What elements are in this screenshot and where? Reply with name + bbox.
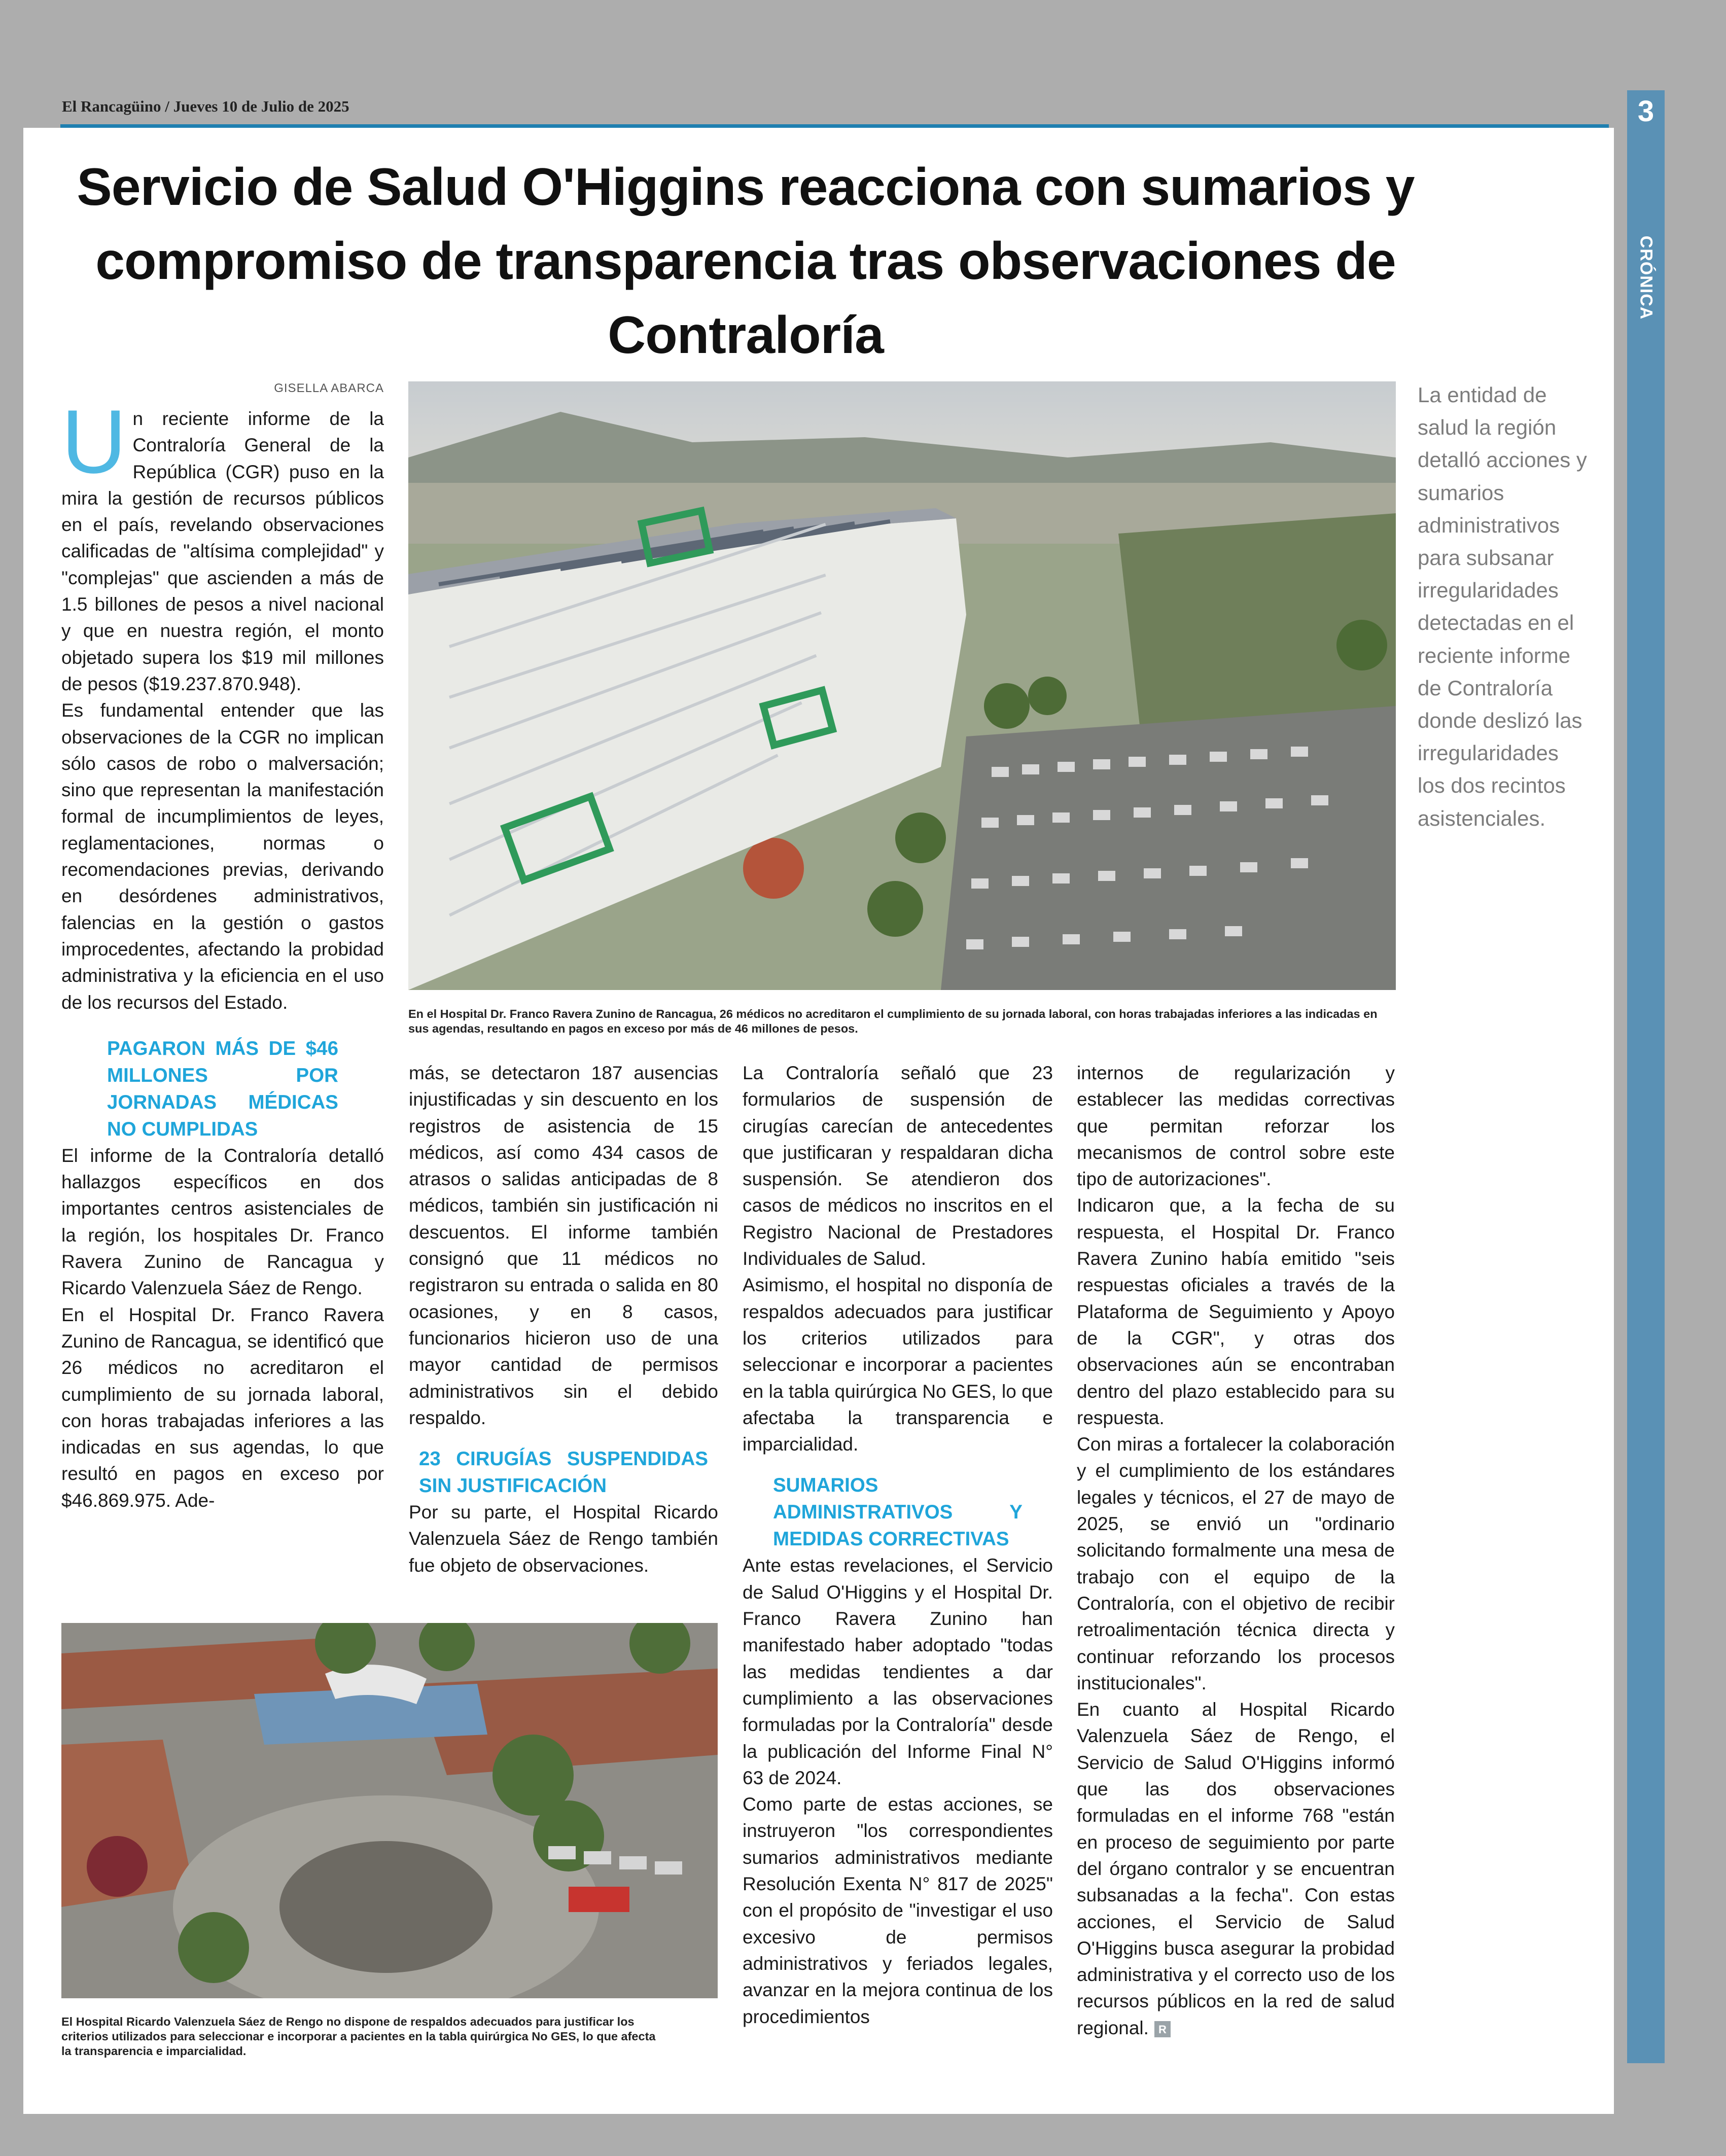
column-3 [743,1060,1053,2030]
section-label: CRÓNICA [1636,235,1656,320]
byline: GISELLA ABARCA [274,381,384,395]
subhead-cirugias: 23 CIRUGÍAS SUSPENDIDAS SIN JUSTIFICACIÓN [419,1448,708,1497]
end-mark-icon [1154,2021,1171,2038]
article-paragraph: En cuanto al Hospital Ricardo Valenzuela Sáez de Rengo, el Servicio de Salud O'Higgins informó que las dos observaciones formuladas en el informe 768 "están en proceso de seguimiento por parte del órgano contralor y se encuentran subsanadas a la fecha". Con estas acciones, el Servicio de Salud O'Higgins busca asegurar la probidad administrativa y el correcto uso de los recursos públicos en la red de salud regional. R [1077,1699,1395,2038]
subhead-jornadas: PAGARON MÁS DE $46 MILLONES POR JORNADAS MÉDICAS NO CUMPLIDAS [107,1037,338,1140]
article-paragraph: El informe de la Contraloría detalló hallazgos específicos en dos importantes centros asistenciales de la región, los hospitales Dr. Franco Ravera Zunino de Rancagua y Ricardo Valenzuela Sáez de Rengo. [61,1145,384,1299]
dropcap: U [61,391,127,492]
newspaper-header: El Rancagüino / Jueves 10 de Julio de 2025 [62,97,349,115]
column-1 [61,391,384,1514]
article-headline: Servicio de Salud O'Higgins reacciona con sumarios y compromiso de transparencia tras observaciones de Contraloría [77,158,1415,365]
article-paragraph: Por su parte, el Hospital Ricardo Valenzuela Sáez de Rengo también fue objeto de observaciones. [409,1502,718,1576]
hospital-rancagua-photo [408,381,1396,990]
article-paragraph: Asimismo, el hospital no disponía de respaldos adecuados para justificar los criterios utilizados para seleccionar e incorporar a pacientes en la tabla quirúrgica No GES, lo que afectaba la transparencia e imparcialidad. [743,1275,1053,1455]
article-paragraph: La Contraloría señaló que 23 formularios de suspensión de cirugías carecían de antecedentes que justificaran y respaldaran dicha suspensión. Se atendieron dos casos de médicos no inscritos en el Registro Nacional de Prestadores Individuales de Salud. [743,1063,1053,1269]
photo-caption-1: En el Hospital Dr. Franco Ravera Zunino de Rancagua, 26 médicos no acreditaron el cumplimiento de su jornada laboral, con horas trabajadas inferiores a las indicadas en sus agendas, resultando en pagos en exceso por más de 46 millones de pesos. [408,1007,1378,1035]
column-4 [1077,1060,1395,2041]
column-2 [409,1060,718,1579]
article-paragraph: más, se detectaron 187 ausencias injustificadas y sin descuento en los registros de asistencia de 15 médicos, así como 434 casos de atrasos o salidas anticipadas de 8 médicos, también sin justificación ni descuentos. El informe también consignó que 11 médicos no registraron su entrada o salida en 80 ocasiones, y en 8 casos, funcionarios hicieron uso de una mayor cantidad de permisos administrativos sin el debido respaldo. [409,1063,718,1428]
pull-quote: La entidad de salud la región detalló acciones y sumarios administrativos para subsanar irregularidades detectadas en el reciente informe de Contraloría donde deslizó las irregularidades los dos recintos asistenciales. [1418,383,1587,830]
article-paragraph: Un reciente informe de la Contraloría General de la República (CGR) puso en la mira la gestión de recursos públicos en el país, revelando observaciones calificadas de "altísima complejidad" y "complejas" que ascienden a más de 1.5 billones de pesos a nivel nacional y que en nuestra región, el monto objetado supera los $19 mil millones de pesos ($19.237.870.948). [61,391,384,694]
article-paragraph: Con miras a fortalecer la colaboración y el cumplimiento de los estándares legales y técnicos, el 27 de mayo de 2025, se envió un "ordinario solicitando formalmente una mesa de trabajo con el equipo de la Contraloría, con el objetivo de recibir retroalimentación técnica directa y continuar reforzando los procesos institucionales". [1077,1434,1395,1693]
article-paragraph: Ante estas revelaciones, el Servicio de Salud O'Higgins y el Hospital Dr. Franco Ravera Zunino han manifestado haber adoptado "todas las medidas tendientes a dar cumplimiento a las observaciones formuladas por la Contraloría" desde la publicación del Informe Final N° 63 de 2024. [743,1555,1053,1788]
photo-caption-2: El Hospital Ricardo Valenzuela Sáez de Rengo no dispone de respaldos adecuados para justificar los criterios utilizados para seleccionar e incorporar a pacientes en la tabla quirúrgica No GES, lo que afecta la transparencia e imparcialidad. [61,2015,656,2058]
article-paragraph: Como parte de estas acciones, se instruyeron "los correspondientes sumarios administrativos mediante Resolución Exenta N° 817 de 2025" con el propósito de "investigar el uso excesivo de permisos administrativos y feriados legales, avanzar en la mejora continua de los procedimientos [743,1794,1053,2027]
article-paragraph: Indicaron que, a la fecha de su respuesta, el Hospital Dr. Franco Ravera Zunino había emitido "seis respuestas oficiales a través de la Plataforma de Seguimiento y Apoyo de la CGR", y otras dos observaciones aún se encontraban dentro del plazo establecido para su respuesta. [1077,1195,1395,1428]
hospital-rengo-photo [61,1623,718,1998]
subhead-sumarios: SUMARIOS ADMINISTRATIVOS Y MEDIDAS CORRECTIVAS [773,1474,1023,1550]
page-number: 3 [1637,95,1654,128]
svg-text:R: R [1158,2023,1167,2036]
article-paragraph: Es fundamental entender que las observaciones de la CGR no implican sólo casos de robo o malversación; sino que representan la manifestación formal de incumplimientos de leyes, reglamentaciones, normas o recomendaciones previas, derivando en desórdenes administrativos, falencias en la gestión o gastos improcedentes, afectando la probidad administrativa y la eficiencia en el uso de los recursos del Estado. [61,700,384,1013]
article-paragraph: En el Hospital Dr. Franco Ravera Zunino de Rancagua, se identificó que 26 médicos no acreditaron el cumplimiento de su jornada laboral, con horas trabajadas inferiores a las indicadas en sus agendas, lo que resultó en pagos en exceso por $46.869.975. Ade- [61,1304,384,1511]
section-tab [1627,90,1665,2063]
article-paragraph: internos de regularización y establecer las medidas correctivas que permitan reforzar los mecanismos de control sobre este tipo de autorizaciones". [1077,1063,1395,1190]
